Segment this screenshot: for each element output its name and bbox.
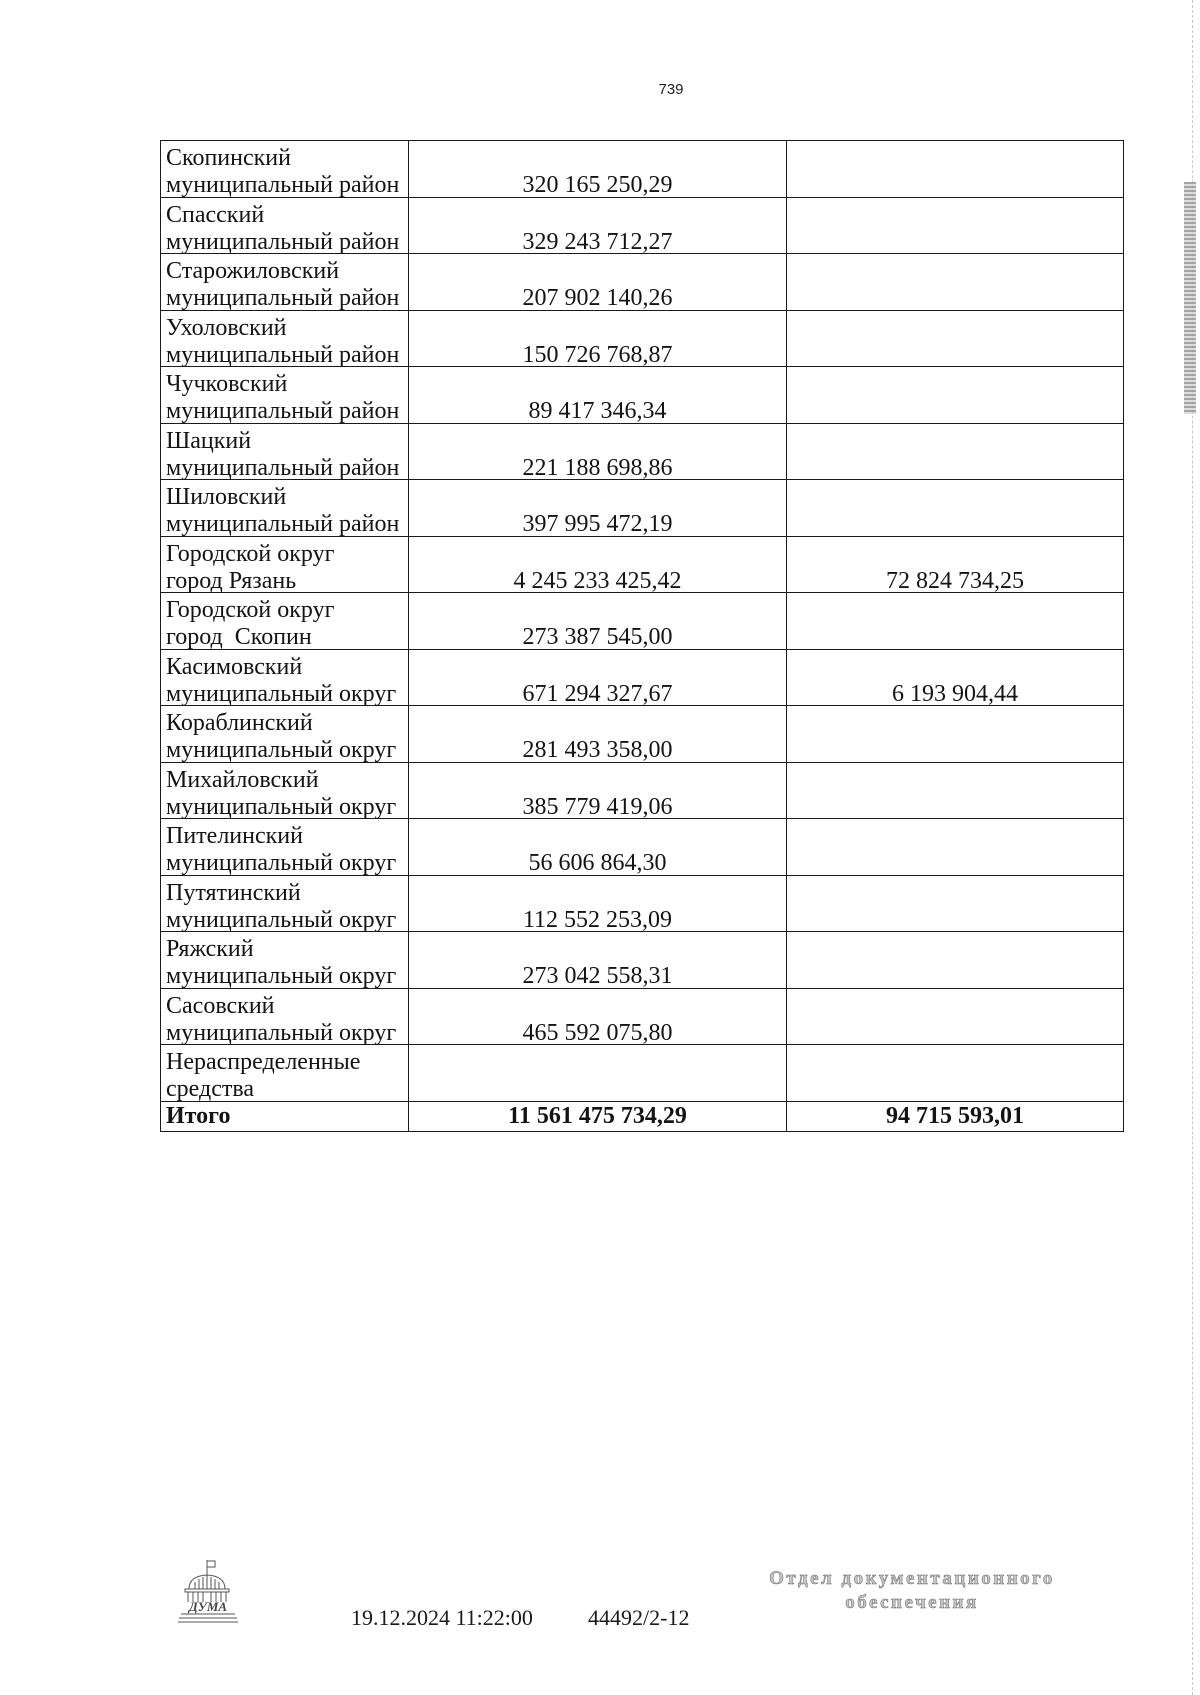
district-name-cell: [161, 310, 409, 367]
amount-value: 4 245 233 425,42: [513, 567, 682, 594]
district-name-cell: [161, 593, 409, 650]
district-name-cell: [161, 932, 409, 989]
district-name-line2: муниципальный округ: [166, 680, 397, 707]
district-name-line2: муниципальный округ: [166, 793, 397, 820]
district-name-line2: город Рязань: [166, 567, 297, 594]
district-name-line2: муниципальный округ: [166, 737, 397, 763]
district-name-line1: Пителинский: [166, 823, 303, 849]
district-name-line1: Сасовский: [166, 992, 275, 1019]
amount-cell: [409, 932, 787, 989]
table-row: [161, 367, 1124, 424]
scan-edge-smudge: [1184, 182, 1196, 414]
amount-value: 150 726 768,87: [522, 341, 673, 368]
district-name: [166, 767, 408, 821]
amount-cell: [409, 819, 787, 876]
table-row: [161, 141, 1124, 198]
amount-value: 281 493 358,00: [522, 737, 673, 763]
additional-amount-cell: [787, 480, 1124, 537]
table-row: [161, 480, 1124, 537]
amount-value: 112 552 253,09: [522, 906, 673, 933]
amount-value: 56 606 864,30: [528, 850, 667, 876]
district-name-line1: Чучковский: [166, 371, 288, 397]
table-row: [161, 254, 1124, 311]
amount-cell: [409, 480, 787, 537]
additional-amount-cell: [787, 988, 1124, 1045]
district-name-line2: муниципальный округ: [166, 1019, 397, 1046]
district-name-line1: Касимовский: [166, 653, 303, 680]
district-name: [166, 936, 408, 990]
district-name-line2: муниципальный район: [166, 285, 400, 311]
district-name-line2: муниципальный район: [166, 398, 400, 424]
amount-cell: [409, 593, 787, 650]
district-name: [166, 258, 408, 312]
amount-cell: [409, 1045, 787, 1102]
table-row: [161, 536, 1124, 593]
amount-cell: [409, 988, 787, 1045]
district-name-line1: Городской округ: [166, 540, 335, 567]
district-name-cell: [161, 875, 409, 932]
amount-value: 89 417 346,34: [528, 398, 667, 424]
department-stamp: [742, 1567, 1082, 1615]
amount-cell: [409, 254, 787, 311]
district-name-line1: Шацкий: [166, 427, 252, 454]
district-name-cell: [161, 367, 409, 424]
budget-distribution-table: [160, 140, 1124, 1132]
amount-value: 385 779 419,06: [522, 793, 673, 820]
district-name-line2: муниципальный район: [166, 172, 400, 198]
district-name-line1: Старожиловский: [166, 258, 340, 284]
additional-amount-cell: [787, 875, 1124, 932]
district-name-line1: Спасский: [166, 201, 265, 228]
district-name-cell: [161, 141, 409, 198]
additional-amount-cell: [787, 593, 1124, 650]
table-row: [161, 875, 1124, 932]
district-name-cell: [161, 988, 409, 1045]
amount-cell: [409, 197, 787, 254]
district-name-cell: [161, 706, 409, 763]
additional-amount-cell: [787, 649, 1124, 706]
amount-cell: [409, 649, 787, 706]
additional-amount-cell: [787, 254, 1124, 311]
table-row: [161, 423, 1124, 480]
additional-amount-cell: [787, 367, 1124, 424]
amount-cell: [409, 310, 787, 367]
amount-value: 221 188 698,86: [522, 454, 673, 481]
district-name-line1: Городской округ: [166, 597, 335, 623]
district-name: [166, 428, 408, 482]
district-name-line1: Путятинский: [166, 879, 301, 906]
additional-amount-cell: [787, 706, 1124, 763]
district-name: [166, 993, 408, 1047]
total-amount-cell: [409, 1101, 787, 1131]
amount-cell: [409, 536, 787, 593]
district-name-line1: Нераспределенные: [166, 1049, 361, 1075]
district-name-line2: муниципальный округ: [166, 906, 397, 933]
district-name: [166, 484, 408, 538]
duma-logo: [176, 1558, 240, 1624]
district-name-cell: [161, 762, 409, 819]
amount-value: 465 592 075,80: [522, 1019, 673, 1046]
district-name-cell: [161, 254, 409, 311]
district-name-line2: муниципальный район: [166, 454, 400, 481]
amount-value: 273 387 545,00: [522, 624, 673, 650]
district-name-cell: [161, 480, 409, 537]
table-row: [161, 649, 1124, 706]
amount-value: 207 902 140,26: [522, 285, 673, 311]
additional-amount-cell: [787, 932, 1124, 989]
additional-amount-cell: [787, 310, 1124, 367]
amount-cell: [409, 141, 787, 198]
amount-value: 671 294 327,67: [522, 680, 673, 707]
district-name-cell: [161, 1045, 409, 1102]
district-name: [166, 880, 408, 934]
amount-cell: [409, 423, 787, 480]
additional-amount-cell: [787, 141, 1124, 198]
district-name-cell: [161, 536, 409, 593]
amount-value: 329 243 712,27: [522, 228, 673, 255]
amount-value: 320 165 250,29: [522, 172, 673, 198]
district-name-line2: муниципальный округ: [166, 850, 397, 876]
district-name-line2: муниципальный район: [166, 228, 400, 255]
amount-value: 273 042 558,31: [522, 963, 673, 989]
district-name-cell: [161, 197, 409, 254]
district-name-cell: [161, 649, 409, 706]
amount-cell: [409, 875, 787, 932]
table-row: [161, 762, 1124, 819]
district-name-cell: [161, 423, 409, 480]
additional-amount-cell: [787, 762, 1124, 819]
district-name-line2: средства: [166, 1076, 255, 1102]
amount-cell: [409, 762, 787, 819]
district-name: [166, 823, 408, 877]
stamp-line2: обеспечения: [845, 1592, 979, 1613]
total-amount: 11 561 475 734,29: [508, 1102, 687, 1129]
total-label-cell: [161, 1101, 409, 1131]
district-name: [166, 654, 408, 708]
district-name-line2: муниципальный район: [166, 511, 400, 537]
table-row: [161, 819, 1124, 876]
additional-amount-cell: [787, 423, 1124, 480]
additional-amount-value: 6 193 904,44: [892, 680, 1018, 707]
stamp-line1: Отдел документационного: [769, 1568, 1055, 1589]
total-row: [161, 1101, 1124, 1131]
table-row: [161, 1045, 1124, 1102]
district-name-line2: муниципальный округ: [166, 963, 397, 989]
additional-amount-cell: [787, 1045, 1124, 1102]
amount-cell: [409, 367, 787, 424]
logo-text: ДУМА: [188, 1599, 228, 1614]
additional-amount-cell: [787, 819, 1124, 876]
district-name: [166, 597, 408, 651]
district-name: [166, 541, 408, 595]
district-name: [166, 371, 408, 425]
district-name-line1: Ухоловский: [166, 314, 287, 341]
total-additional-amount: 94 715 593,01: [886, 1102, 1024, 1129]
registration-number: 44492/2-12: [588, 1605, 690, 1630]
district-name: [166, 315, 408, 369]
district-name-line1: Михайловский: [166, 766, 319, 793]
additional-amount-cell: [787, 197, 1124, 254]
total-label: Итого: [166, 1102, 231, 1129]
additional-amount-value: 72 824 734,25: [886, 567, 1024, 594]
district-name: [166, 710, 408, 764]
total-additional-amount-cell: [787, 1101, 1124, 1131]
table-row: [161, 197, 1124, 254]
table-row: [161, 932, 1124, 989]
district-name-line1: Кораблинский: [166, 710, 313, 736]
district-name-cell: [161, 819, 409, 876]
registration-datetime: 19.12.2024 11:22:00: [351, 1605, 533, 1630]
district-name-line1: Скопинский: [166, 145, 291, 171]
amount-value: 397 995 472,19: [522, 511, 673, 537]
amount-cell: [409, 706, 787, 763]
district-name-line1: Ряжский: [166, 936, 254, 962]
district-name-line2: город Скопин: [166, 624, 312, 650]
district-name: [166, 145, 408, 199]
table-row: [161, 706, 1124, 763]
district-name: [166, 202, 408, 256]
page-number: 739: [658, 81, 684, 98]
district-name-line2: муниципальный район: [166, 341, 400, 368]
table-row: [161, 988, 1124, 1045]
district-name-line1: Шиловский: [166, 484, 287, 510]
additional-amount-cell: [787, 536, 1124, 593]
table-row: [161, 310, 1124, 367]
table-row: [161, 593, 1124, 650]
district-name: [166, 1049, 408, 1103]
